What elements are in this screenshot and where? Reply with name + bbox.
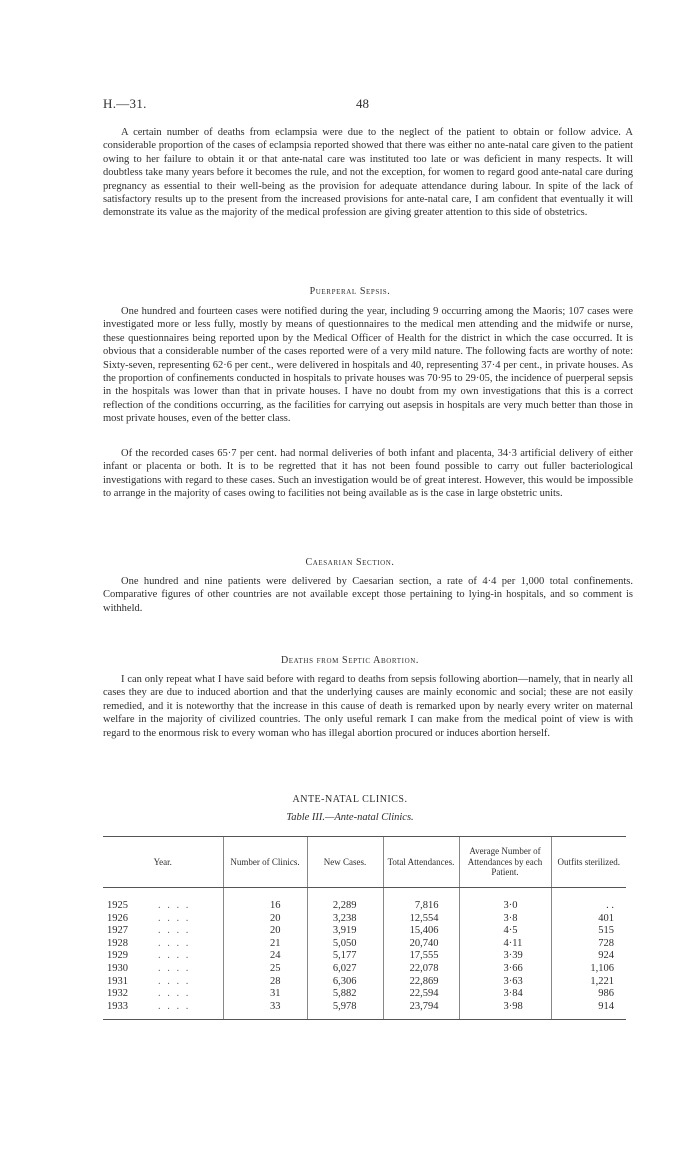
outfits-cell: 1,106 [551, 963, 626, 976]
dot-leader: . . . . [158, 950, 191, 962]
year-cell [103, 988, 223, 1001]
report-reference: H.—31. [103, 96, 147, 111]
dot-leader: . . . . [158, 962, 191, 974]
new-cases-cell: 5,882 [307, 988, 383, 1001]
outfits-cell: 1,221 [551, 976, 626, 989]
table-row [103, 913, 626, 926]
year-value: 1933 [107, 1000, 128, 1012]
outfits-cell: . . [551, 888, 626, 913]
outfits-cell: 924 [551, 950, 626, 963]
clinics-cell: 20 [223, 913, 307, 926]
average-cell: 4·11 [459, 938, 551, 951]
new-cases-cell: 6,027 [307, 963, 383, 976]
column-header-average: Average Number of Attendances by each Patient. [459, 837, 551, 888]
dot-leader: . . . . [158, 988, 191, 1000]
attendances-cell: 15,406 [383, 925, 459, 938]
attendances-cell: 22,869 [383, 976, 459, 989]
column-header-attendances: Total Attendances. [383, 837, 459, 888]
year-cell [103, 1001, 223, 1020]
year-cell [103, 963, 223, 976]
clinics-cell: 31 [223, 988, 307, 1001]
outfits-cell: 515 [551, 925, 626, 938]
attendances-cell: 20,740 [383, 938, 459, 951]
table-row [103, 988, 626, 1001]
new-cases-cell: 3,238 [307, 913, 383, 926]
average-cell: 3·98 [459, 1001, 551, 1020]
sepsis-paragraph-1: One hundred and fourteen cases were notified during the year, including 9 occurring among the Maoris; 107 cases were investigated more or less fully, mostly by means of questionnaires to the medical men attending and the midwife or nurse, these questionnaires being reported upon by the Medical Officer of Health for the district in which the case occurred. It is obvious that a considerable number of the cases reported were of a very mild nature. The following facts are worthy of note: Sixty-seven, representing 62·6 per cent., were delivered in hospitals and 40, representing 37·4 per cent., in private houses. As the proportion of confinements conducted in hospitals to private houses was 70·95 to 29·05, the incidence of puerperal sepsis in the hospitals was lower than that in private houses. I have no doubt from my own investigations that this is a correct reflection of the conditions occurring, as the facilities for carrying out asepsis in hospitals are very much better than those in most private houses, even of the better class. [103, 306, 633, 425]
attendances-cell: 7,816 [383, 888, 459, 913]
outfits-cell: 986 [551, 988, 626, 1001]
year-cell [103, 950, 223, 963]
clinics-cell: 33 [223, 1001, 307, 1020]
year-value: 1931 [107, 975, 128, 987]
clinics-cell: 20 [223, 925, 307, 938]
year-cell [103, 976, 223, 989]
table-row [103, 963, 626, 976]
attendances-cell: 17,555 [383, 950, 459, 963]
outfits-cell: 914 [551, 1001, 626, 1020]
table-row [103, 925, 626, 938]
heading-caesarian-section: Caesarian Section. [305, 557, 395, 568]
year-value: 1926 [107, 912, 128, 924]
new-cases-cell: 5,177 [307, 950, 383, 963]
column-header-new-cases: New Cases. [307, 837, 383, 888]
average-cell: 3·63 [459, 976, 551, 989]
year-value: 1932 [107, 988, 128, 1000]
table-caption: Table III.—Ante-natal Clinics. [286, 812, 414, 823]
year-cell [103, 938, 223, 951]
dot-leader: . . . . [158, 1000, 191, 1012]
eclampsia-paragraph: A certain number of deaths from eclampsia were due to the neglect of the patient to obtain or follow advice. A considerable proportion of the cases of eclampsia reported showed that there was either no ante-natal care given to the patient owing to her failure to obtain it or that ante-natal care was instituted too late or was deficient in many respects. It will doubtless take many years before it becomes the rule, and not the exception, for women to regard good ante-natal care during pregnancy as essential to their well-being as the provision for adequate attendance during labour. In spite of the lack of satisfactory results up to the present from the increased provisions for ante-natal care, I am confident that eventually it will demonstrate its value as the majority of the medical profession are giving greater attention to this side of obstetrics. [103, 127, 633, 219]
year-value: 1927 [107, 925, 128, 937]
table-header-row [103, 837, 626, 888]
year-value: 1930 [107, 962, 128, 974]
new-cases-cell: 6,306 [307, 976, 383, 989]
heading-septic-abortion: Deaths from Septic Abortion. [280, 655, 419, 666]
ante-natal-clinics-table [103, 836, 626, 1020]
average-cell: 3·39 [459, 950, 551, 963]
attendances-cell: 22,594 [383, 988, 459, 1001]
table-row [103, 950, 626, 963]
dot-leader: . . . . [158, 937, 191, 949]
year-value: 1928 [107, 937, 128, 949]
year-cell [103, 888, 223, 913]
heading-puerperal-sepsis: Puerperal Sepsis. [309, 286, 391, 297]
new-cases-cell: 5,978 [307, 1001, 383, 1020]
clinics-cell: 24 [223, 950, 307, 963]
new-cases-cell: 3,919 [307, 925, 383, 938]
table-row [103, 976, 626, 989]
dot-leader: . . . . [158, 925, 191, 937]
year-value: 1929 [107, 950, 128, 962]
new-cases-cell: 2,289 [307, 888, 383, 913]
new-cases-cell: 5,050 [307, 938, 383, 951]
abortion-paragraph: I can only repeat what I have said before with regard to deaths from sepsis following abortion—namely, that in nearly all cases they are due to induced abortion and that the underlying causes are mainly economic and social; these are not easily remedied, and it is noteworthy that the increase in this cause of death is remarked upon by nearly every writer on maternal welfare in the majority of civilized countries. The only useful remark I can make from the medical point of view is with regard to the enormous risk to every woman who has illegal abortion procured or induces abortion herself. [103, 674, 633, 739]
average-cell: 3·84 [459, 988, 551, 1001]
sepsis-paragraph-2: Of the recorded cases 65·7 per cent. had normal deliveries of both infant and placenta, 34·3 artificial delivery of either infant or placenta or both. It is to be regretted that it has not been found possible to carry out fuller bacteriological investigations with regard to these cases. Such an investigation would be of great interest. However, this would be impossible to arrange in the majority of cases owing to facilities not being available as is the case in large obstetric units. [103, 448, 633, 500]
average-cell: 3·8 [459, 913, 551, 926]
clinics-cell: 16 [223, 888, 307, 913]
clinics-cell: 28 [223, 976, 307, 989]
year-cell [103, 913, 223, 926]
dot-leader: . . . . [158, 912, 191, 924]
column-header-year: Year. [103, 837, 223, 888]
year-cell [103, 925, 223, 938]
attendances-cell: 22,078 [383, 963, 459, 976]
table-row [103, 1001, 626, 1020]
year-value: 1925 [107, 900, 128, 911]
average-cell: 4·5 [459, 925, 551, 938]
table-row [103, 938, 626, 951]
average-cell: 3·0 [459, 888, 551, 913]
clinics-cell: 25 [223, 963, 307, 976]
column-header-clinics: Number of Clinics. [223, 837, 307, 888]
caesarian-paragraph: One hundred and nine patients were delivered by Caesarian section, a rate of 4·4 per 1,000 total confinements. Comparative figures of other countries are not available except those pertaining to lying-in hospitals, and so comment is withheld. [103, 576, 633, 614]
attendances-cell: 23,794 [383, 1001, 459, 1020]
average-cell: 3·66 [459, 963, 551, 976]
dot-leader: . . . . [158, 975, 191, 987]
outfits-cell: 401 [551, 913, 626, 926]
attendances-cell: 12,554 [383, 913, 459, 926]
table-title: ANTE-NATAL CLINICS. [292, 794, 408, 805]
dot-leader: . . . . [158, 900, 191, 911]
table-row [103, 888, 626, 913]
page-number: 48 [356, 96, 369, 111]
clinics-cell: 21 [223, 938, 307, 951]
outfits-cell: 728 [551, 938, 626, 951]
column-header-outfits: Outfits sterilized. [551, 837, 626, 888]
